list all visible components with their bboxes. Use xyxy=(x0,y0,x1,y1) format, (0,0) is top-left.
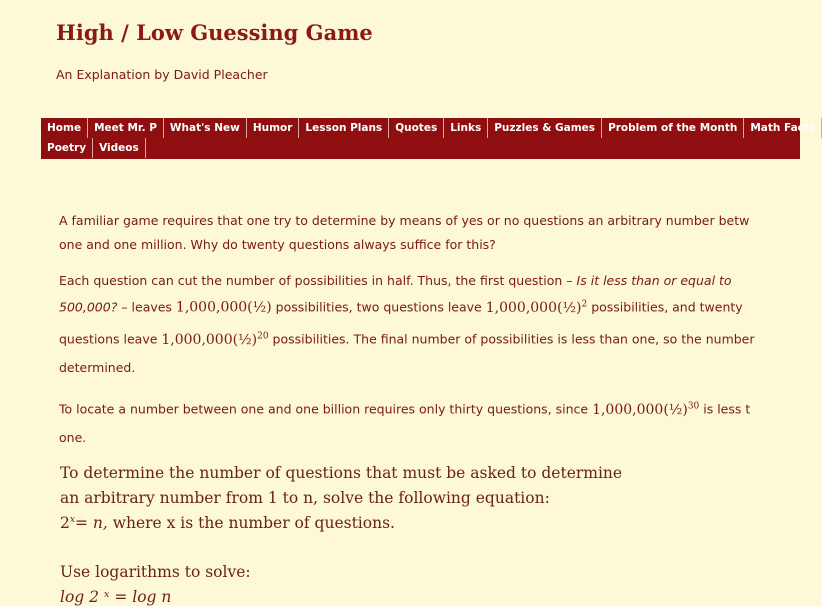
nav-lesson-plans[interactable]: Lesson Plans xyxy=(299,118,389,138)
math-expression-4 xyxy=(592,402,699,418)
equation-base: 2 xyxy=(60,514,70,532)
nav-math-facts[interactable]: Math Facts xyxy=(744,118,822,138)
p2-text-g: questions leave xyxy=(59,331,162,347)
navigation-bar xyxy=(41,118,816,159)
nav-problem-of-the-month[interactable]: Problem of the Month xyxy=(602,118,744,138)
nav-whats-new[interactable]: What's New xyxy=(164,118,247,138)
explanation-line-1: To determine the number of questions that must be asked to determine xyxy=(60,464,623,482)
p3-text-b: is less t xyxy=(699,401,751,417)
math-expression-3-base: 1,000,000(½) xyxy=(161,331,258,348)
p2-text-h: possibilities. The final number of possibilities is less than one, so the number xyxy=(268,331,755,347)
p2-text-e: possibilities, two questions leave xyxy=(271,299,486,315)
equation-exponent: x xyxy=(69,514,75,525)
math-expression-2-base: 1,000,000(½) xyxy=(485,299,582,316)
explanation-line-4: Use logarithms to solve: xyxy=(60,563,251,581)
p2-question-emphasis: Is it less than or equal to xyxy=(576,273,732,288)
explanation-equation xyxy=(60,514,395,532)
nav-row-1 xyxy=(41,118,822,138)
p2-text-d: – leaves xyxy=(117,299,176,315)
p2-text-f: possibilities, and twenty xyxy=(587,299,743,315)
page-subtitle: An Explanation by David Pleacher xyxy=(56,67,268,82)
explanation-line-5: log 2 ˣ = log n xyxy=(60,588,172,606)
math-expression-3-exponent: 20 xyxy=(257,331,269,341)
nav-row-2 xyxy=(41,138,146,158)
paragraph-2-line-2 xyxy=(59,292,800,320)
nav-meet-mr-p[interactable]: Meet Mr. P xyxy=(88,118,164,138)
nav-quotes[interactable]: Quotes xyxy=(389,118,444,138)
paragraph-1-line-2: one and one million. Why do twenty questions always suffice for this? xyxy=(59,237,496,252)
p3-text-a: To locate a number between one and one billion requires only thirty questions, since xyxy=(59,401,593,417)
equation-note: where x is the number of questions. xyxy=(107,514,395,532)
paragraph-2-line-1 xyxy=(59,269,800,293)
math-expression-1: 1,000,000(½) xyxy=(175,299,272,316)
page-title: High / Low Guessing Game xyxy=(56,20,373,45)
explanation-line-2: an arbitrary number from 1 to n, solve the following equation: xyxy=(60,489,550,507)
paragraph-1-line-1: A familiar game requires that one try to determine by means of yes or no questions an arbitrary number betw xyxy=(59,213,750,228)
nav-home[interactable]: Home xyxy=(41,118,88,138)
equation-rest: = n, xyxy=(74,514,108,532)
math-expression-4-base: 1,000,000(½) xyxy=(592,401,688,418)
nav-puzzles-games[interactable]: Puzzles & Games xyxy=(488,118,602,138)
nav-humor[interactable]: Humor xyxy=(247,118,300,138)
math-expression-3 xyxy=(161,332,268,348)
paragraph-3-line-2: one. xyxy=(59,430,87,445)
paragraph-3-line-1 xyxy=(59,394,800,422)
paragraph-2-line-4: determined. xyxy=(59,360,136,375)
nav-links[interactable]: Links xyxy=(444,118,488,138)
nav-poetry[interactable]: Poetry xyxy=(41,138,93,158)
math-expression-2-exponent: 2 xyxy=(581,299,588,309)
p2-question-number: 500,000? xyxy=(59,299,118,315)
nav-videos[interactable]: Videos xyxy=(93,138,146,158)
math-expression-2 xyxy=(486,300,587,316)
math-expression-4-exponent: 30 xyxy=(687,401,700,411)
paragraph-2-line-3 xyxy=(59,324,800,352)
p2-text-a: Each question can cut the number of possibilities in half. Thus, the first question – xyxy=(59,273,577,288)
